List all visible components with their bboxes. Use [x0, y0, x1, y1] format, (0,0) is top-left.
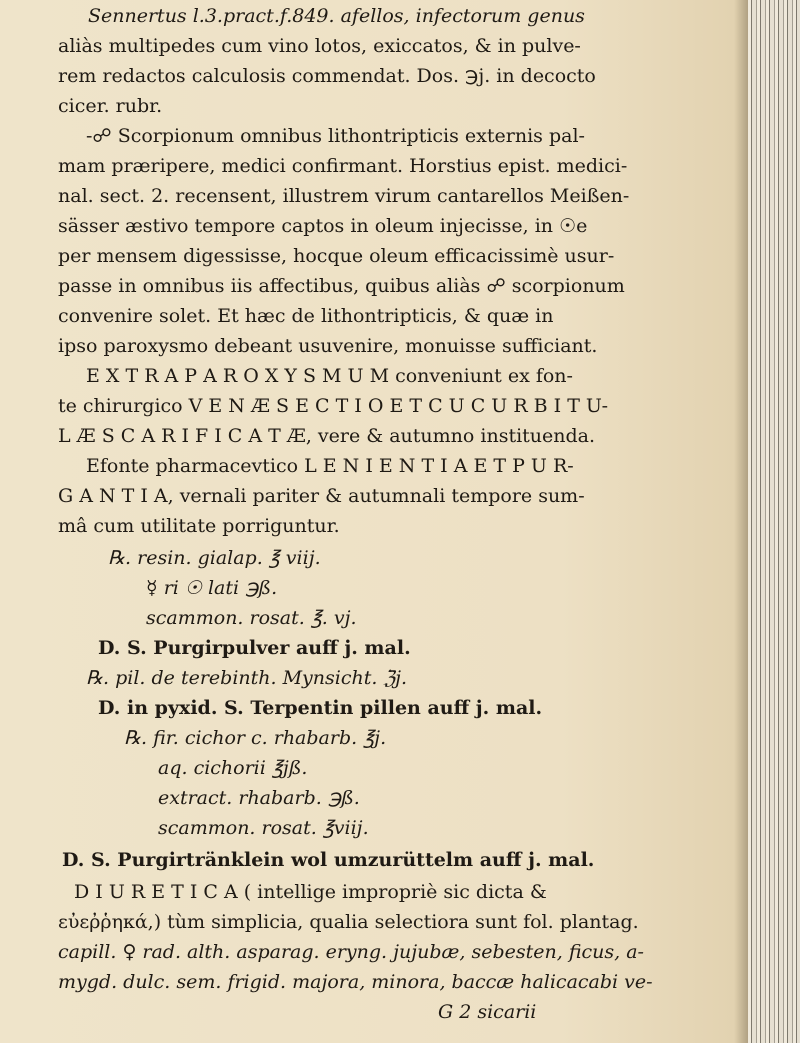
text-line-19: D I U R E T I C A ( intellige impropriè sic dicta & [74, 881, 547, 903]
text-line-1: Sennertus l.3.pract.f.849. afellos, infectorum genus [88, 5, 585, 27]
text-line-20: εὐεῤῥηκά,) tùm simplicia, qualia selectiora sunt fol. plantag. [58, 911, 639, 933]
text-line-6: mam præripere, medici confirmant. Horstius epist. medici- [58, 155, 628, 177]
text-line-10: passe in omnibus iis affectibus, quibus aliàs ☍ scorpionum [58, 275, 625, 297]
page-gutter-shadow [734, 0, 748, 1043]
text-line-22: mygd. dulc. sem. frigid. majora, minora, baccæ halicacabi ve- [58, 971, 653, 993]
recipe-line-3: scammon. rosat. ℥. vj. [146, 607, 357, 629]
recipe-line-8: aq. cichorii ℥jß. [158, 757, 308, 779]
recipe-line-11: D. S. Purgirtränklein wol umzurüttelm auff j. mal. [62, 849, 595, 871]
recipe-line-4: D. S. Purgirpulver auff j. mal. [98, 637, 411, 659]
recipe-line-10: scammon. rosat. ℥viij. [158, 817, 369, 839]
text-line-2: aliàs multipedes cum vino lotos, exiccatos, & in pulve- [58, 35, 581, 57]
text-line-9: per mensem digessisse, hocque oleum efficacissimè usur- [58, 245, 615, 267]
text-line-8: sässer æstivo tempore captos in oleum injecisse, in ☉e [58, 215, 588, 237]
page-signature-catchword: G 2 sicarii [438, 1001, 537, 1023]
text-line-15: L Æ S C A R I F I C A T Æ, vere & autumno instituenda. [58, 425, 596, 447]
text-line-5: -☍ Scorpionum omnibus lithontripticis externis pal- [86, 125, 585, 147]
recipe-line-1: ℞. resin. gialap. ℥ viij. [108, 547, 321, 569]
recipe-line-7: ℞. fir. cichor c. rhabarb. ℥j. [124, 727, 387, 749]
recipe-line-9: extract. rhabarb. ℈ß. [158, 787, 360, 809]
text-line-21: capill. ♀ rad. alth. asparag. eryng. jujubæ, sebesten, ficus, a- [58, 941, 644, 963]
text-line-4: cicer. rubr. [58, 95, 163, 117]
recipe-line-6: D. in pyxid. S. Terpentin pillen auff j. mal. [98, 697, 543, 719]
text-line-11: convenire solet. Et hæc de lithontripticis, & quæ in [58, 305, 554, 327]
text-line-18: mâ cum utilitate porriguntur. [58, 515, 340, 537]
text-line-16: Efonte pharmacevtico L E N I E N T I A E T P U R- [86, 455, 574, 477]
recipe-line-2: ☿ ri ☉ lati ℈ß. [146, 577, 278, 599]
text-line-7: nal. sect. 2. recensent, illustrem virum cantarellos Meißen- [58, 185, 630, 207]
text-line-17: G A N T I A, vernali pariter & autumnali tempore sum- [58, 485, 585, 507]
book-spine-edge [748, 0, 800, 1043]
text-line-13: E X T R A P A R O X Y S M U M conveniunt ex fon- [86, 365, 573, 387]
text-line-12: ipso paroxysmo debeant usuvenire, monuisse sufficiant. [58, 335, 598, 357]
text-line-14: te chirurgico V E N Æ S E C T I O E T C U C U R B I T U- [58, 395, 609, 417]
text-line-3: rem redactos calculosis commendat. Dos. ℈j. in decocto [58, 65, 596, 87]
recipe-line-5: ℞. pil. de terebinth. Mynsicht. ℨj. [86, 667, 408, 689]
